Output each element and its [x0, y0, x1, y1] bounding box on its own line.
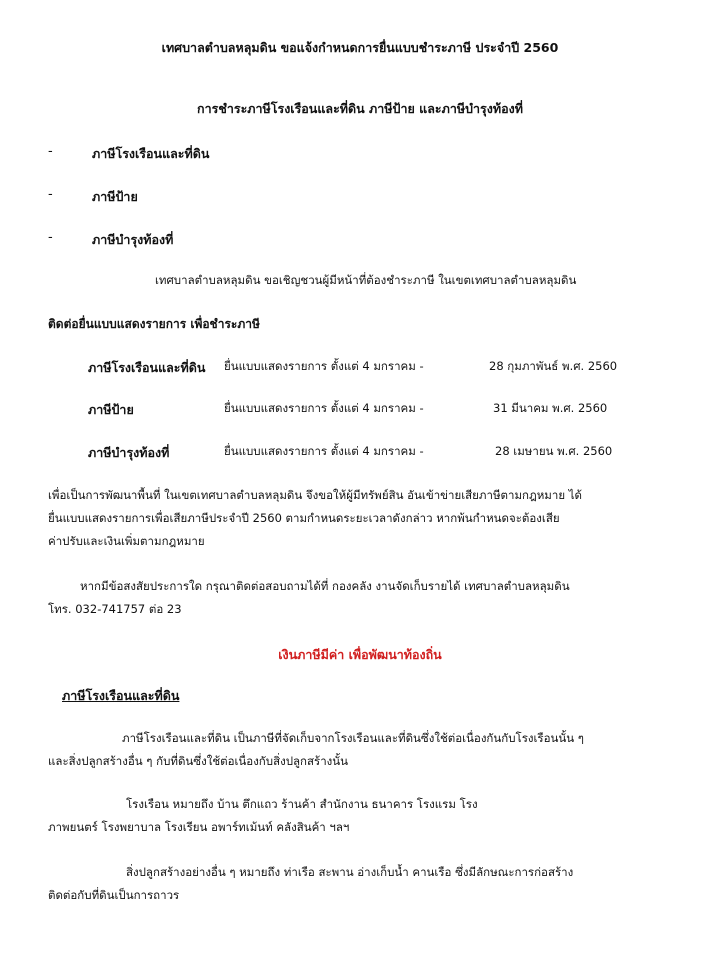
page-subtitle: การชำระภาษีโรงเรือนและที่ดิน ภาษีป้าย และภาษีบำรุงท้องที่: [197, 101, 523, 116]
paragraph-line: หากมีข้อสงสัยประการใด กรุณาติดต่อสอบถามได้ที่ กองคลัง งานจัดเก็บรายได้ เทศบาลตำบลหลุมดิน: [80, 579, 570, 593]
bullet-dash: -: [48, 144, 53, 159]
structures-paragraph: [48, 861, 678, 907]
paragraph-line: ติดต่อกับที่ดินเป็นการถาวร: [48, 888, 180, 902]
schedule-row-filing: ยื่นแบบแสดงรายการ ตั้งแต่ 4 มกราคม -: [224, 401, 424, 415]
paragraph-line: และสิ่งปลูกสร้างอื่น ๆ กับที่ดินซึ่งใช้ต่อเนื่องกับสิ่งปลูกสร้างนั้น: [48, 754, 349, 768]
paragraph-line: สิ่งปลูกสร้างอย่างอื่น ๆ หมายถึง ท่าเรือ สะพาน อ่างเก็บน้ำ คานเรือ ซึ่งมีลักษณะการก่อสร้าง: [126, 865, 574, 879]
paragraph-line: ค่าปรับและเงินเพิ่มตามกฎหมาย: [48, 534, 205, 548]
schedule-row-filing: ยื่นแบบแสดงรายการ ตั้งแต่ 4 มกราคม -: [224, 444, 424, 458]
schedule-row-end-date: 31 มีนาคม พ.ศ. 2560: [493, 401, 608, 415]
page-title: เทศบาลตำบลหลุมดิน ขอแจ้งกำหนดการยื่นแบบชำระภาษี ประจำปี 2560: [161, 40, 559, 55]
inquiry-paragraph: [48, 575, 678, 621]
paragraph-line: โรงเรือน หมายถึง บ้าน ตึกแถว ร้านค้า สำนักงาน ธนาคาร โรงแรม โรง: [126, 797, 478, 811]
bullet-item-local-maintenance-tax: ภาษีบำรุงท้องที่: [92, 232, 174, 247]
invite-text: เทศบาลตำบลหลุมดิน ขอเชิญชวนผู้มีหน้าที่ต้องชำระภาษี ในเขตเทศบาลตำบลหลุมดิน: [155, 273, 577, 287]
contact-phone: โทร. 032-741757 ต่อ 23: [48, 602, 182, 616]
schedule-row-end-date: 28 กุมภาพันธ์ พ.ศ. 2560: [489, 359, 618, 373]
bullet-dash: -: [48, 230, 53, 245]
paragraph-line: ยื่นแบบแสดงรายการเพื่อเสียภาษีประจำปี 2560 ตามกำหนดระยะเวลาดังกล่าว หากพ้นกำหนดจะต้องเสีย: [48, 511, 560, 525]
paragraph-line: เพื่อเป็นการพัฒนาพื้นที่ ในเขตเทศบาลตำบลหลุมดิน จึงขอให้ผู้มีทรัพย์สิน อันเข้าข่ายเสียภาษีตามกฎหมาย ได้: [48, 488, 582, 502]
schedule-row-tax-name: ภาษีโรงเรือนและที่ดิน: [88, 360, 206, 375]
definition-paragraph: [48, 727, 678, 773]
section-heading-house-land-tax: ภาษีโรงเรือนและที่ดิน: [62, 688, 180, 703]
bullet-item-signboard-tax: ภาษีป้าย: [92, 189, 138, 204]
bullet-item-house-land-tax: ภาษีโรงเรือนและที่ดิน: [92, 146, 210, 161]
bullet-dash: -: [48, 187, 53, 202]
schedule-row-end-date: 28 เมษายน พ.ศ. 2560: [495, 444, 613, 458]
contact-heading: ติดต่อยื่นแบบแสดงรายการ เพื่อชำระภาษี: [48, 317, 260, 331]
paragraph-line: ภาพยนตร์ โรงพยาบาล โรงเรียน อพาร์ทเม้นท์ คลังสินค้า ฯลฯ: [48, 820, 350, 834]
schedule-row-filing: ยื่นแบบแสดงรายการ ตั้งแต่ 4 มกราคม -: [224, 359, 424, 373]
schedule-row-tax-name: ภาษีป้าย: [88, 402, 134, 417]
slogan-heading: เงินภาษีมีค่า เพื่อพัฒนาท้องถิ่น: [278, 647, 442, 662]
development-paragraph: [48, 484, 678, 553]
buildings-paragraph: [48, 793, 678, 839]
schedule-row-tax-name: ภาษีบำรุงท้องที่: [88, 445, 170, 460]
paragraph-line: ภาษีโรงเรือนและที่ดิน เป็นภาษีที่จัดเก็บจากโรงเรือนและที่ดินซึ่งใช้ต่อเนื่องกันกับโรงเรือนนั้น ๆ: [122, 731, 584, 745]
